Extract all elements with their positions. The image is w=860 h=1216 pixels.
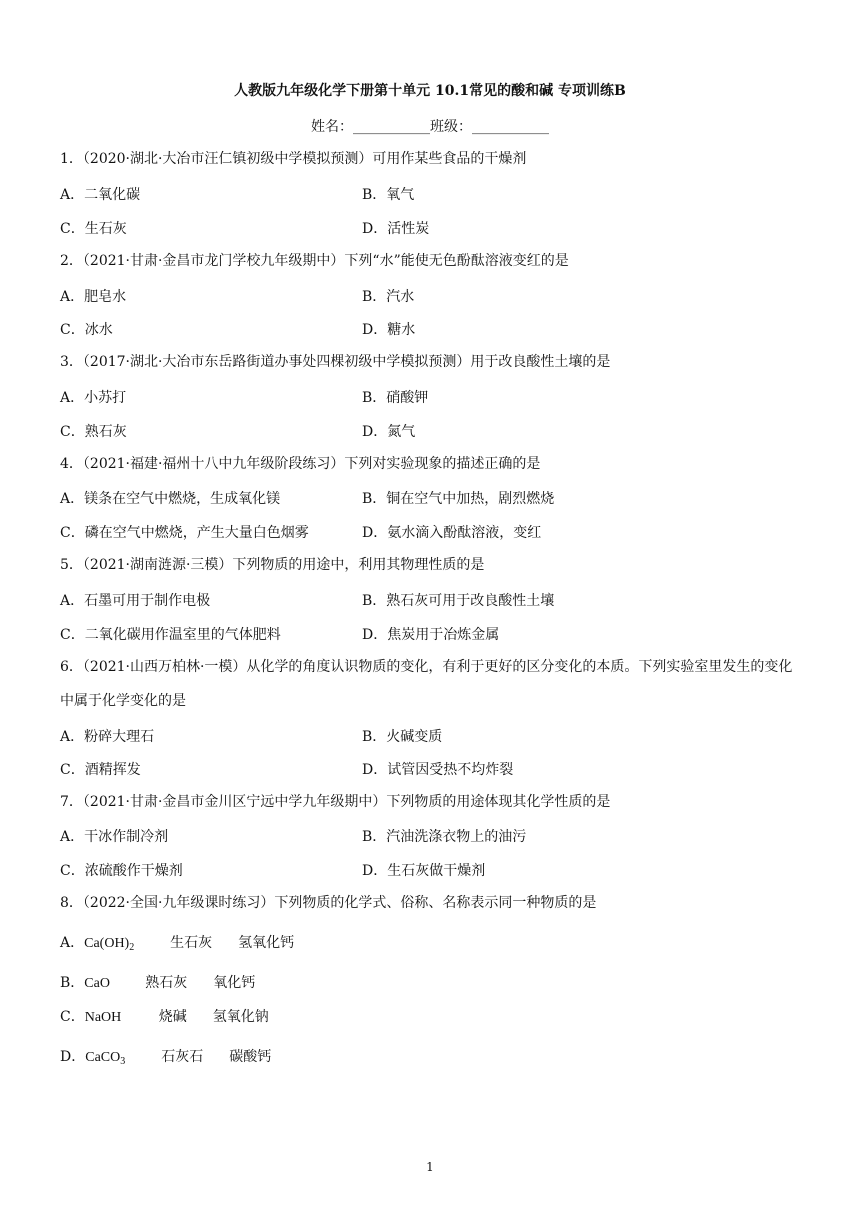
chemical-name: 氢氧化钠 [212, 1009, 269, 1025]
question-6-option-b: B．火碱变质 [362, 729, 443, 745]
question-4-option-d: D．氨水滴入酚酞溶液，变红 [362, 525, 542, 541]
chemical-formula: CaCO$_3$ [85, 1050, 126, 1067]
question-5-option-b: B．熟石灰可用于改良酸性土壤 [362, 593, 555, 609]
common-name: 生石灰 [170, 935, 213, 951]
question-6-option-c: C．酒精挥发 [60, 762, 141, 778]
common-name: 石灰石 [161, 1049, 204, 1065]
question-5-stem: 5．（2021·湖南涟源·三模）下列物质的用途中，利用其物理性质的是 [60, 557, 485, 573]
question-8-option-a [60, 932, 294, 953]
chemical-formula: CaO [84, 976, 110, 991]
question-2-stem: 2．（2021·甘肃·金昌市龙门学校九年级期中）下列“水”能使无色酚酞溶液变红的是 [60, 253, 569, 269]
question-3-option-b: B．硝酸钾 [362, 390, 429, 406]
question-6-option-d: D．试管因受热不均炸裂 [362, 762, 514, 778]
question-4-option-b: B．铜在空气中加热，剧烈燃烧 [362, 491, 555, 507]
chemical-name: 氧化钙 [213, 975, 256, 991]
question-1-stem: 1．（2020·湖北·大冶市汪仁镇初级中学模拟预测）可用作某些食品的干燥剂 [60, 151, 527, 167]
question-5-option-a: A．石墨可用于制作电极 [60, 593, 211, 609]
question-8-option-d [60, 1046, 271, 1067]
question-4-option-c: C．磷在空气中燃烧，产生大量白色烟雾 [60, 525, 309, 541]
option-letter: D． [60, 1049, 86, 1065]
chemical-name: 氢氧化钙 [238, 935, 295, 951]
question-3-option-a: A．小苏打 [60, 390, 127, 406]
chemical-formula: $Ca(OH)_2$ [84, 936, 135, 953]
question-1-option-a: A．二氧化碳 [60, 187, 141, 203]
question-8-stem: 8．（2022·全国·九年级课时练习）下列物质的化学式、俗称、名称表示同一种物质的是 [60, 895, 597, 911]
question-2-option-b: B．汽水 [362, 289, 415, 305]
question-3-stem: 3．（2017·湖北·大冶市东岳路街道办事处四棵初级中学模拟预测）用于改良酸性土壤的是 [60, 354, 611, 370]
question-2-option-d: D．糖水 [362, 322, 416, 338]
question-5-option-c: C．二氧化碳用作温室里的气体肥料 [60, 627, 281, 643]
question-7-stem: 7．（2021·甘肃·金昌市金川区宁远中学九年级期中）下列物质的用途体现其化学性质的是 [60, 794, 611, 810]
chemical-formula: NaOH [84, 1010, 122, 1025]
question-2-option-a: A．肥皂水 [60, 289, 127, 305]
question-7-option-d: D．生石灰做干燥剂 [362, 863, 486, 879]
question-2-option-c: C．冰水 [60, 322, 113, 338]
page-number: 1 [426, 1160, 434, 1174]
question-1-option-c: C．生石灰 [60, 221, 127, 237]
chemical-name: 碳酸钙 [229, 1049, 272, 1065]
question-8-option-b [60, 972, 255, 993]
question-3-option-c: C．熟石灰 [60, 424, 127, 440]
page-title: 人教版九年级化学下册第十单元 10.1常见的酸和碱 专项训练B [234, 83, 626, 99]
common-name: 熟石灰 [145, 975, 188, 991]
question-4-option-a: A．镁条在空气中燃烧，生成氧化镁 [60, 491, 281, 507]
question-1-option-b: B．氧气 [362, 187, 415, 203]
option-letter: B． [60, 975, 85, 991]
question-1-option-d: D．活性炭 [362, 221, 430, 237]
option-letter: C． [60, 1009, 85, 1025]
option-letter: A． [60, 935, 85, 951]
question-6-option-a: A．粉碎大理石 [60, 729, 155, 745]
question-7-option-a: A．干冰作制冷剂 [60, 829, 169, 845]
question-8-option-c [60, 1006, 269, 1027]
name-class-line: 姓名：___________班级：___________ [311, 119, 549, 135]
question-6-stem: 6．（2021·山西万柏林·一模）从化学的角度认识物质的变化，有利于更好的区分变化的本质。下列实验室里发生的变化中属于化学变化的是 [60, 659, 793, 709]
common-name: 烧碱 [158, 1009, 187, 1025]
question-7-option-c: C．浓硫酸作干燥剂 [60, 863, 183, 879]
question-7-option-b: B．汽油洗涤衣物上的油污 [362, 829, 527, 845]
question-4-stem: 4．（2021·福建·福州十八中九年级阶段练习）下列对实验现象的描述正确的是 [60, 456, 541, 472]
question-5-option-d: D．焦炭用于冶炼金属 [362, 627, 500, 643]
question-3-option-d: D．氮气 [362, 424, 416, 440]
